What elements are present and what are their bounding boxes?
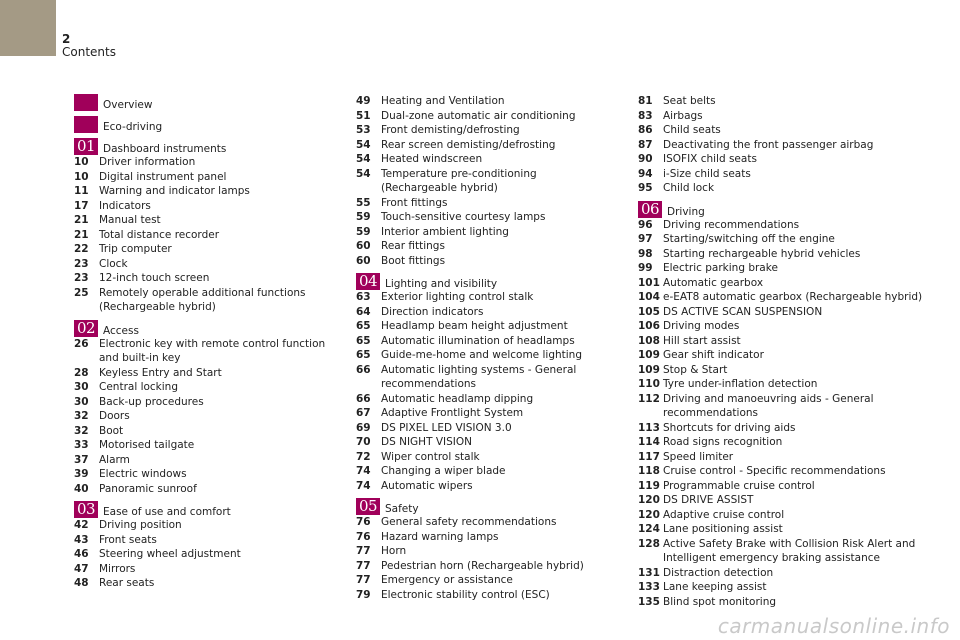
toc-entry[interactable] [74, 438, 344, 453]
toc-entry[interactable] [356, 210, 606, 225]
toc-title: General safety recommendations [381, 516, 557, 528]
section-heading[interactable] [356, 273, 606, 290]
toc-page-number: 128 [638, 537, 660, 550]
toc-title: Child lock [663, 182, 715, 194]
toc-entry[interactable] [74, 576, 344, 591]
toc-page-number: 120 [638, 494, 660, 506]
toc-entry[interactable] [74, 170, 344, 185]
toc-title: Seat belts [663, 95, 716, 107]
toc-title: Remotely operable additional functions (Rechargeable hybrid) [99, 286, 306, 313]
toc-entry[interactable] [638, 392, 938, 421]
toc-title: Boot fittings [381, 254, 446, 267]
toc-title: Temperature pre-conditioning (Rechargeable hybrid) [381, 167, 537, 194]
toc-page-number: 81 [638, 95, 653, 107]
toc-entry[interactable] [74, 199, 344, 214]
toc-entry[interactable] [356, 109, 606, 124]
toc-page-number: 119 [638, 479, 660, 492]
toc-entry[interactable] [356, 573, 606, 588]
toc-title: Gear shift indicator [663, 349, 764, 361]
section-label: Access [103, 324, 139, 337]
toc-title: Steering wheel adjustment [99, 548, 241, 560]
toc-page-number: 76 [356, 516, 371, 528]
section-label: Eco-driving [103, 121, 163, 133]
toc-page-number: 63 [356, 291, 371, 303]
toc-page-number: 53 [356, 124, 371, 136]
toc-page-number: 109 [638, 363, 660, 376]
toc-page-number: 65 [356, 334, 371, 347]
toc-page-number: 39 [74, 468, 89, 480]
toc-page-number: 43 [74, 533, 89, 546]
toc-entry[interactable] [638, 305, 938, 320]
toc-entry[interactable] [638, 435, 938, 450]
toc-entry[interactable] [638, 319, 938, 334]
toc-title: Automatic gearbox [663, 276, 764, 289]
toc-title: Changing a wiper blade [381, 465, 506, 477]
page-number: 2 [62, 32, 71, 46]
toc-entry[interactable] [638, 537, 938, 566]
toc-entry[interactable] [638, 276, 938, 291]
contents-column-3 [638, 94, 938, 609]
toc-entry[interactable] [74, 380, 344, 395]
toc-page-number: 76 [356, 530, 371, 543]
toc-entry[interactable] [638, 508, 938, 523]
toc-title: Front seats [99, 533, 157, 546]
toc-page-number: 49 [356, 95, 371, 107]
toc-title: Electronic key with remote control function and built-in key [99, 337, 326, 364]
toc-entry[interactable] [356, 94, 606, 109]
toc-page-number: 22 [74, 243, 89, 255]
toc-page-number: 70 [356, 436, 371, 448]
section-label: Driving [667, 205, 705, 218]
toc-title: Electronic stability control (ESC) [381, 588, 550, 601]
toc-title: Rear seats [99, 577, 155, 589]
toc-page-number: 94 [638, 167, 653, 180]
toc-page-number: 110 [638, 378, 660, 390]
toc-title: Cruise control - Specific recommendations [663, 465, 886, 477]
page-title: Contents [62, 45, 116, 59]
toc-entry[interactable] [638, 181, 938, 196]
toc-title: Child seats [663, 124, 721, 136]
toc-entry[interactable] [356, 290, 606, 305]
toc-title: Lane keeping assist [663, 581, 767, 593]
toc-entry[interactable] [638, 167, 938, 182]
toc-entry[interactable] [356, 588, 606, 603]
toc-page-number: 105 [638, 305, 660, 318]
toc-title: Blind spot monitoring [663, 595, 777, 608]
toc-title: Doors [99, 410, 130, 422]
toc-title: Automatic illumination of headlamps [381, 334, 575, 347]
toc-entry[interactable] [356, 421, 606, 436]
toc-page-number: 33 [74, 439, 89, 451]
toc-page-number: 21 [74, 228, 89, 241]
toc-page-number: 55 [356, 196, 371, 209]
toc-title: Boot [99, 424, 124, 437]
section-heading[interactable] [356, 498, 606, 515]
toc-entry[interactable] [74, 228, 344, 243]
toc-title: Total distance recorder [99, 228, 220, 241]
section-label: Ease of use and comfort [103, 506, 231, 518]
toc-entry[interactable] [356, 435, 606, 450]
toc-page-number: 77 [356, 574, 371, 586]
toc-title: Indicators [99, 199, 151, 212]
toc-page-number: 106 [638, 320, 660, 332]
toc-entry[interactable] [356, 138, 606, 153]
toc-title: i-Size child seats [663, 167, 751, 180]
section-badge: 01 [74, 138, 98, 155]
toc-entry[interactable] [356, 464, 606, 479]
toc-page-number: 11 [74, 185, 89, 197]
toc-page-number: 99 [638, 262, 653, 274]
toc-page-number: 32 [74, 424, 89, 437]
toc-entry[interactable] [638, 290, 938, 305]
toc-page-number: 124 [638, 523, 660, 535]
toc-title: Motorised tailgate [99, 439, 195, 451]
toc-page-number: 135 [638, 595, 660, 608]
toc-title: Distraction detection [663, 566, 774, 579]
toc-title: Guide-me-home and welcome lighting [381, 349, 582, 361]
toc-entry[interactable] [74, 453, 344, 468]
toc-page-number: 23 [74, 257, 89, 270]
toc-title: Programmable cruise control [663, 479, 815, 492]
toc-entry[interactable] [638, 363, 938, 378]
toc-entry[interactable] [74, 482, 344, 497]
toc-page-number: 77 [356, 559, 371, 572]
toc-title: Driver information [99, 156, 196, 168]
toc-title: Clock [99, 257, 128, 270]
section-label: Overview [103, 99, 153, 111]
toc-title: Automatic lighting systems - General recommendations [381, 363, 577, 390]
toc-title: Heating and Ventilation [381, 95, 505, 107]
toc-title: Speed limiter [663, 450, 734, 463]
toc-entry[interactable] [74, 366, 344, 381]
corner-color-block [0, 0, 56, 56]
toc-title: Electric parking brake [663, 262, 778, 274]
toc-page-number: 77 [356, 545, 371, 557]
watermark: carmanualsonline.info [717, 614, 950, 638]
toc-entry[interactable] [74, 257, 344, 272]
toc-entry[interactable] [356, 363, 606, 392]
toc-title: Lane positioning assist [663, 523, 783, 535]
toc-page-number: 47 [74, 562, 89, 575]
toc-title: Automatic headlamp dipping [381, 392, 534, 405]
toc-entry[interactable] [638, 522, 938, 537]
toc-entry[interactable] [74, 562, 344, 577]
section-heading[interactable] [74, 138, 344, 155]
toc-entry[interactable] [356, 239, 606, 254]
toc-title: Rear screen demisting/defrosting [381, 138, 556, 151]
toc-title: Driving position [99, 519, 182, 531]
toc-title: 12-inch touch screen [99, 272, 210, 284]
toc-page-number: 83 [638, 109, 653, 122]
toc-entry[interactable] [356, 544, 606, 559]
toc-page-number: 65 [356, 349, 371, 361]
toc-entry[interactable] [74, 395, 344, 410]
toc-page-number: 25 [74, 286, 89, 299]
toc-title: Airbags [663, 109, 703, 122]
toc-entry[interactable] [638, 261, 938, 276]
toc-page-number: 17 [74, 199, 89, 212]
section-heading[interactable] [638, 201, 938, 218]
toc-entry[interactable] [356, 152, 606, 167]
section-badge: 03 [74, 501, 98, 518]
section-heading[interactable] [74, 116, 344, 133]
toc-entry[interactable] [638, 123, 938, 138]
toc-entry[interactable] [638, 348, 938, 363]
toc-title: e-EAT8 automatic gearbox (Rechargeable hybrid) [663, 291, 923, 303]
toc-entry[interactable] [74, 271, 344, 286]
toc-title: Starting rechargeable hybrid vehicles [663, 247, 861, 260]
toc-entry[interactable] [638, 377, 938, 392]
toc-entry[interactable] [638, 232, 938, 247]
toc-entry[interactable] [356, 406, 606, 421]
toc-entry[interactable] [356, 319, 606, 334]
section-label: Lighting and visibility [385, 278, 498, 290]
contents-column-2 [356, 94, 606, 602]
toc-title: Driving and manoeuvring aids - General recommendations [663, 392, 874, 419]
section-badge: 02 [74, 320, 98, 337]
toc-page-number: 101 [638, 276, 660, 289]
toc-entry[interactable] [74, 518, 344, 533]
toc-page-number: 120 [638, 508, 660, 521]
toc-entry[interactable] [74, 547, 344, 562]
toc-title: Hill start assist [663, 334, 741, 347]
toc-title: Deactivating the front passenger airbag [663, 138, 874, 151]
toc-page-number: 74 [356, 479, 371, 492]
toc-entry[interactable] [356, 479, 606, 494]
toc-page-number: 46 [74, 548, 89, 560]
toc-page-number: 67 [356, 407, 371, 419]
toc-page-number: 64 [356, 305, 371, 318]
toc-page-number: 65 [356, 320, 371, 332]
toc-title: Pedestrian horn (Rechargeable hybrid) [381, 559, 584, 572]
toc-page-number: 74 [356, 465, 371, 477]
toc-page-number: 95 [638, 182, 653, 194]
toc-entry[interactable] [638, 464, 938, 479]
contents-column-1 [74, 94, 344, 591]
toc-entry[interactable] [356, 167, 606, 196]
section-heading[interactable] [74, 320, 344, 337]
toc-page-number: 23 [74, 272, 89, 284]
toc-title: Headlamp beam height adjustment [381, 320, 568, 332]
toc-page-number: 59 [356, 211, 371, 223]
section-badge [74, 116, 98, 133]
toc-entry[interactable] [638, 94, 938, 109]
section-badge: 04 [356, 273, 380, 290]
toc-title: DS NIGHT VISION [381, 436, 472, 448]
toc-entry[interactable] [74, 337, 344, 366]
toc-page-number: 54 [356, 153, 371, 165]
toc-page-number: 37 [74, 453, 89, 466]
toc-title: Emergency or assistance [381, 574, 513, 586]
toc-page-number: 113 [638, 421, 660, 434]
toc-title: Front demisting/defrosting [381, 124, 520, 136]
toc-title: Horn [381, 545, 407, 557]
section-label: Safety [385, 503, 419, 515]
toc-page-number: 97 [638, 233, 653, 245]
toc-entry[interactable] [638, 595, 938, 610]
toc-entry[interactable] [638, 421, 938, 436]
toc-title: Central locking [99, 381, 179, 393]
toc-title: Manual test [99, 214, 161, 226]
toc-entry[interactable] [74, 213, 344, 228]
toc-title: Automatic wipers [381, 479, 473, 492]
toc-page-number: 54 [356, 138, 371, 151]
toc-entry[interactable] [74, 533, 344, 548]
toc-title: Adaptive cruise control [663, 508, 785, 521]
toc-entry[interactable] [638, 138, 938, 153]
toc-page-number: 40 [74, 482, 89, 495]
section-label: Dashboard instruments [103, 143, 227, 155]
toc-title: Active Safety Brake with Collision Risk Alert and Intelligent emergency braking assistance [663, 537, 916, 564]
toc-page-number: 10 [74, 156, 89, 168]
toc-title: Keyless Entry and Start [99, 366, 222, 379]
toc-title: Adaptive Frontlight System [381, 407, 524, 419]
toc-entry[interactable] [638, 493, 938, 508]
toc-entry[interactable] [638, 247, 938, 262]
toc-page-number: 112 [638, 392, 660, 405]
toc-title: Driving modes [663, 320, 740, 332]
toc-page-number: 30 [74, 395, 89, 408]
toc-entry[interactable] [356, 515, 606, 530]
section-badge [74, 94, 98, 111]
toc-page-number: 48 [74, 577, 89, 589]
toc-entry[interactable] [638, 152, 938, 167]
toc-title: DS ACTIVE SCAN SUSPENSION [663, 305, 823, 318]
toc-entry[interactable] [74, 155, 344, 170]
toc-page-number: 30 [74, 381, 89, 393]
toc-page-number: 66 [356, 392, 371, 405]
toc-title: Front fittings [381, 196, 448, 209]
toc-title: Electric windows [99, 468, 187, 480]
toc-entry[interactable] [74, 467, 344, 482]
toc-page-number: 59 [356, 225, 371, 238]
section-heading[interactable] [74, 501, 344, 518]
toc-entry[interactable] [74, 286, 344, 315]
toc-title: Direction indicators [381, 305, 484, 318]
toc-title: Interior ambient lighting [381, 225, 509, 238]
toc-title: Starting/switching off the engine [663, 233, 835, 245]
toc-title: Dual-zone automatic air conditioning [381, 109, 576, 122]
toc-entry[interactable] [74, 424, 344, 439]
toc-entry[interactable] [356, 450, 606, 465]
section-badge: 05 [356, 498, 380, 515]
toc-entry[interactable] [356, 225, 606, 240]
section-badge: 06 [638, 201, 662, 218]
toc-title: Rear fittings [381, 240, 445, 252]
toc-title: Heated windscreen [381, 153, 483, 165]
toc-title: Panoramic sunroof [99, 482, 197, 495]
toc-entry[interactable] [356, 348, 606, 363]
toc-entry[interactable] [356, 392, 606, 407]
toc-title: Alarm [99, 453, 130, 466]
toc-page-number: 21 [74, 214, 89, 226]
toc-entry[interactable] [638, 334, 938, 349]
toc-entry[interactable] [74, 242, 344, 257]
toc-page-number: 133 [638, 581, 660, 593]
toc-title: Shortcuts for driving aids [663, 421, 796, 434]
toc-page-number: 90 [638, 153, 653, 165]
toc-title: Trip computer [99, 243, 172, 255]
toc-title: Road signs recognition [663, 436, 783, 448]
toc-title: ISOFIX child seats [663, 153, 757, 165]
toc-entry[interactable] [638, 218, 938, 233]
toc-page-number: 26 [74, 337, 89, 350]
toc-page-number: 66 [356, 363, 371, 376]
toc-page-number: 54 [356, 167, 371, 180]
toc-page-number: 117 [638, 450, 660, 463]
section-heading[interactable] [74, 94, 344, 111]
toc-entry[interactable] [356, 559, 606, 574]
toc-entry[interactable] [74, 184, 344, 199]
toc-page-number: 87 [638, 138, 653, 151]
toc-title: Driving recommendations [663, 218, 800, 231]
toc-entry[interactable] [638, 109, 938, 124]
toc-page-number: 10 [74, 170, 89, 183]
toc-entry[interactable] [638, 566, 938, 581]
toc-page-number: 118 [638, 465, 660, 477]
toc-page-number: 60 [356, 240, 371, 252]
toc-entry[interactable] [638, 580, 938, 595]
toc-entry[interactable] [356, 196, 606, 211]
toc-entry[interactable] [356, 530, 606, 545]
toc-page-number: 86 [638, 124, 653, 136]
toc-page-number: 109 [638, 349, 660, 361]
toc-entry[interactable] [356, 254, 606, 269]
toc-entry[interactable] [74, 409, 344, 424]
toc-page-number: 42 [74, 519, 89, 531]
toc-entry[interactable] [356, 123, 606, 138]
toc-title: Warning and indicator lamps [99, 185, 250, 197]
toc-page-number: 51 [356, 109, 371, 122]
toc-page-number: 114 [638, 436, 660, 448]
toc-title: Tyre under-inflation detection [663, 378, 818, 390]
toc-page-number: 28 [74, 366, 89, 379]
toc-title: DS DRIVE ASSIST [663, 494, 754, 506]
toc-page-number: 60 [356, 254, 371, 267]
toc-title: Mirrors [99, 562, 136, 575]
toc-entry[interactable] [638, 450, 938, 465]
toc-page-number: 98 [638, 247, 653, 260]
toc-page-number: 69 [356, 421, 371, 434]
toc-page-number: 72 [356, 450, 371, 463]
toc-page-number: 104 [638, 291, 660, 303]
toc-page-number: 131 [638, 566, 660, 579]
toc-page-number: 32 [74, 410, 89, 422]
toc-entry[interactable] [356, 334, 606, 349]
toc-page-number: 108 [638, 334, 660, 347]
toc-title: Touch-sensitive courtesy lamps [381, 211, 546, 223]
toc-title: DS PIXEL LED VISION 3.0 [381, 421, 512, 434]
toc-page-number: 96 [638, 218, 653, 231]
toc-page-number: 79 [356, 588, 371, 601]
toc-title: Stop & Start [663, 363, 728, 376]
toc-entry[interactable] [356, 305, 606, 320]
toc-title: Wiper control stalk [381, 450, 480, 463]
toc-title: Back-up procedures [99, 395, 204, 408]
toc-title: Exterior lighting control stalk [381, 291, 534, 303]
toc-entry[interactable] [638, 479, 938, 494]
toc-title: Digital instrument panel [99, 170, 227, 183]
toc-title: Hazard warning lamps [381, 530, 499, 543]
